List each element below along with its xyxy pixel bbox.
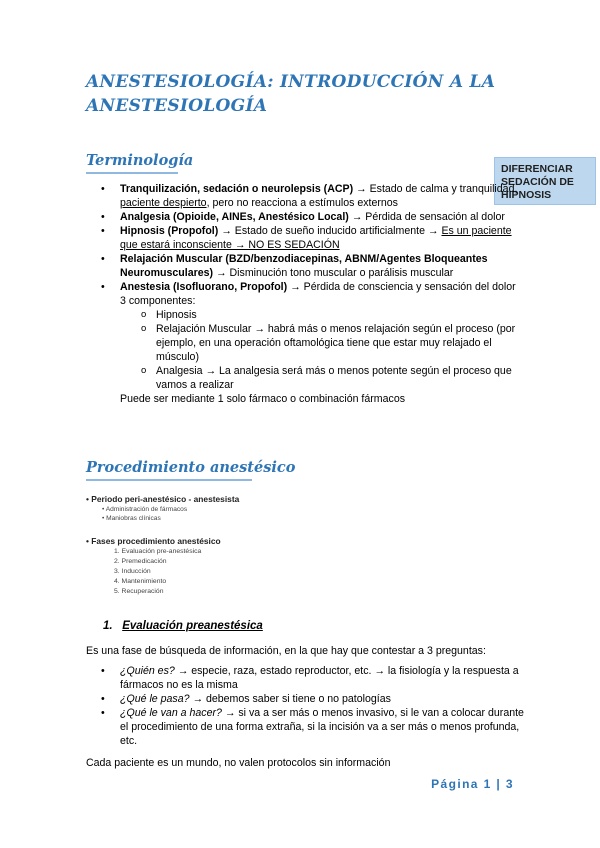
question-label: ¿Quién es? [120,665,175,677]
term-text: → Pérdida de sensación al dolor [348,211,505,223]
term-text: → Estado de calma y tranquilidad, [353,183,518,195]
term-text: → Pérdida de consciencia y sensación del dolor [287,281,516,293]
question-label: ¿Qué le pasa? [120,693,190,705]
slide-subitem: • Administración de fármacos [102,506,188,513]
list-item [120,706,530,748]
term-label: Anestesia (Isofluorano, Propofol) [120,281,288,293]
list-item [120,252,530,280]
list-item [120,224,530,252]
components-list [120,308,530,392]
slide-heading: • Periodo peri-anestésico - anestesista [86,494,240,504]
question-text: → debemos saber si tiene o no patologías [189,693,391,705]
page-number: Página 1 | 3 [431,777,514,791]
components-intro: 3 componentes: [120,295,196,307]
term-label: Relajación Muscular (BZD/benzodiacepinas, ABNM/Agentes Bloqueantes Neuromusculares) [120,253,488,279]
list-item [120,664,530,692]
question-text: → especie, raza, estado reproductor, etc. → la fisiología y la respuesta a fármacos no es la misma [120,665,519,691]
subsection-heading [103,620,263,632]
question-label: ¿Qué le van a hacer? [120,707,222,719]
section-heading-terminologia: Terminología [86,152,194,169]
list-item [120,692,530,706]
list-item: o Relajación Muscular → habrá más o menos relajación según el proceso (por ejemplo, en una operación oftamológica tiene que estar muy relajado el músculo) [156,322,530,364]
page-title: ANESTESIOLOGÍA: INTRODUCCIÓN A LA ANESTESIOLOGÍA [86,72,496,116]
slide-image [86,488,284,614]
list-item [120,182,530,210]
list-item: o Analgesia → La analgesia será más o menos potente según el proceso que vamos a realizar [156,364,530,392]
section-heading-procedimiento: Procedimiento anestésico [86,459,296,476]
callout-box: DIFERENCIAR SEDACIÓN DE HIPNOSIS [494,157,596,205]
question-text: → si va a ser más o menos invasivo, si le van a colocar durante el procedimiento de una forma extraña, si la incisión va a ser más o menos profunda, etc. [120,707,524,747]
slide-subitem: • Maniobras clínicas [102,515,161,522]
term-label: Analgesia (Opioide, AINEs, Anestésico Local) [120,211,349,223]
list-item [120,280,530,406]
slide-phase: 5. Recuperación [114,588,164,595]
term-underlined: paciente despierto [120,197,207,209]
list-item [120,210,530,224]
term-text: → Estado de sueño inducido artificialmente → [218,225,442,237]
questions-list [100,664,530,748]
term-label: Hipnosis (Propofol) [120,225,219,237]
term-text: , pero no reacciona a estímulos externos [206,197,398,209]
slide-phase: 2. Premedicación [114,558,167,565]
slide-phase: 3. Inducción [114,568,151,575]
section-underline [86,172,178,174]
slide-phase: 1. Evaluación pre-anestésica [114,548,202,555]
section-underline [86,479,252,481]
list-item: o Hipnosis [156,308,530,322]
components-note: Puede ser mediante 1 solo fármaco o combinación fármacos [120,393,406,405]
term-underlined: Es un paciente que estará inconsciente → NO ES SEDACIÓN [120,225,512,251]
subsection-number: 1. [103,620,113,632]
subsection-title: Evaluación preanestésica [122,620,263,632]
term-text: → Disminución tono muscular o parálisis muscular [213,267,454,279]
slide-heading: • Fases procedimiento anestésico [86,536,221,546]
terminology-list [100,182,530,406]
paragraph-closing: Cada paciente es un mundo, no valen protocolos sin información [86,757,391,769]
slide-phase: 4. Mantenimiento [114,578,167,585]
paragraph-intro: Es una fase de búsqueda de información, en la que hay que contestar a 3 preguntas: [86,645,486,657]
term-label: Tranquilización, sedación o neurolepsis (ACP) [120,183,354,195]
